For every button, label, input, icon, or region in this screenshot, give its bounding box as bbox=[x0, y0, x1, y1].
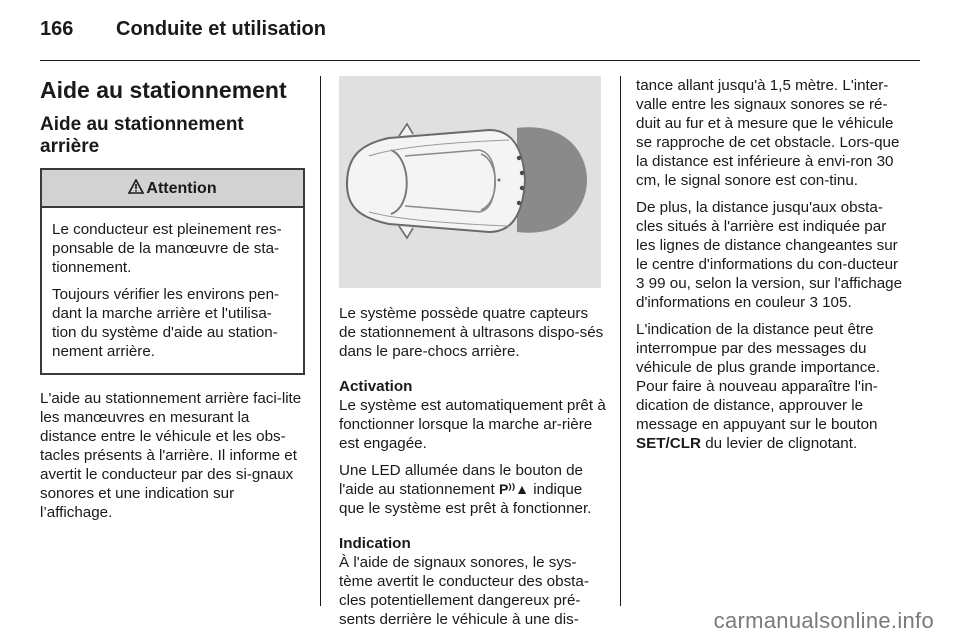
column-3 bbox=[636, 76, 908, 461]
column-divider-1 bbox=[320, 76, 321, 606]
activation-paragraph-2: Une LED allumée dans le bouton de l'aide au stationnement P⁾⁾▲ indique que le système est prêt à fonctionner. bbox=[339, 462, 592, 517]
intro-paragraph: Le système possède quatre capteurs de stationnement à ultrasons dispo-sés dans le pare-chocs arrière. bbox=[339, 305, 604, 360]
attention-paragraph-1: Le conducteur est pleinement res-ponsable de la manœuvre de sta-tionnement. bbox=[52, 221, 282, 276]
attention-paragraph-2: Toujours vérifier les environs pen-dant la marche arrière et l'utilisa-tion du système d'aide au station-nement arrière. bbox=[52, 286, 280, 360]
indication-paragraph-1: À l'aide de signaux sonores, le sys-tème avertit le conducteur des obsta-cles potentiellement dangereux pré-sents derrière le véhicule à une dis- bbox=[339, 554, 589, 628]
subsection-title: Aide au stationnement arrière bbox=[40, 114, 244, 157]
page-number: 166 bbox=[40, 18, 74, 40]
section-title: Aide au stationnement bbox=[40, 77, 287, 103]
activation-heading: Activation bbox=[339, 378, 413, 395]
page-header bbox=[40, 18, 326, 41]
attention-header bbox=[42, 170, 303, 208]
attention-box bbox=[40, 168, 305, 375]
column-2 bbox=[339, 76, 607, 637]
body-paragraph: L'aide au stationnement arrière faci-lite les manœuvres en mesurant la distance entre le véhicule et les obs-tacles présents à l'arrière. Il informe et avertit le conducteur par des si-gnaux sonores et une indication sur l’affichage. bbox=[40, 390, 302, 521]
page-reference-arrow-icon[interactable]: 3 bbox=[636, 275, 645, 292]
set-clr-label: SET/CLR bbox=[636, 435, 701, 452]
column-divider-2 bbox=[620, 76, 621, 606]
column-1 bbox=[40, 76, 305, 530]
car-sensor-illustration bbox=[339, 76, 601, 288]
page-reference-arrow-icon[interactable]: 3 bbox=[809, 294, 818, 311]
parking-assist-icon: P⁾⁾▲ bbox=[498, 481, 530, 497]
watermark: carmanualsonline.info bbox=[713, 608, 934, 633]
indication-heading: Indication bbox=[339, 535, 411, 552]
warning-triangle-icon bbox=[128, 179, 144, 198]
col3-paragraph-3: L'indication de la distance peut être interrompue par des messages du véhicule de plus grande importance. Pour faire à nouveau apparaître l'in-dication de distance, approuver le message en appuyant sur le bouton SET/CLR du levier de clignotant. bbox=[636, 321, 880, 452]
activation-paragraph-1: Le système est automatiquement prêt à fonctionner lorsque la marche ar-rière est engagée. bbox=[339, 397, 606, 452]
col3-paragraph-2: De plus, la distance jusqu'aux obsta-cles situés à l'arrière est indiquée par les lignes de distance changeantes sur le centre d'informations du con-ducteur 3 99 ou, selon la version, sur l'affichage d'informations en couleur 3 105. bbox=[636, 199, 903, 311]
header-divider bbox=[40, 60, 920, 61]
chapter-title: Conduite et utilisation bbox=[116, 18, 326, 40]
attention-title: Attention bbox=[146, 179, 217, 197]
car-top-view-icon bbox=[339, 76, 601, 288]
col3-paragraph-1: tance allant jusqu'à 1,5 mètre. L'inter-valle entre les signaux sonores se ré-duit au fur et à mesure que le véhicule se rapproche de cet obstacle. Lors-que la distance est inférieure à envi-ron 30 cm, le signal sonore est con-tinu. bbox=[636, 77, 900, 189]
